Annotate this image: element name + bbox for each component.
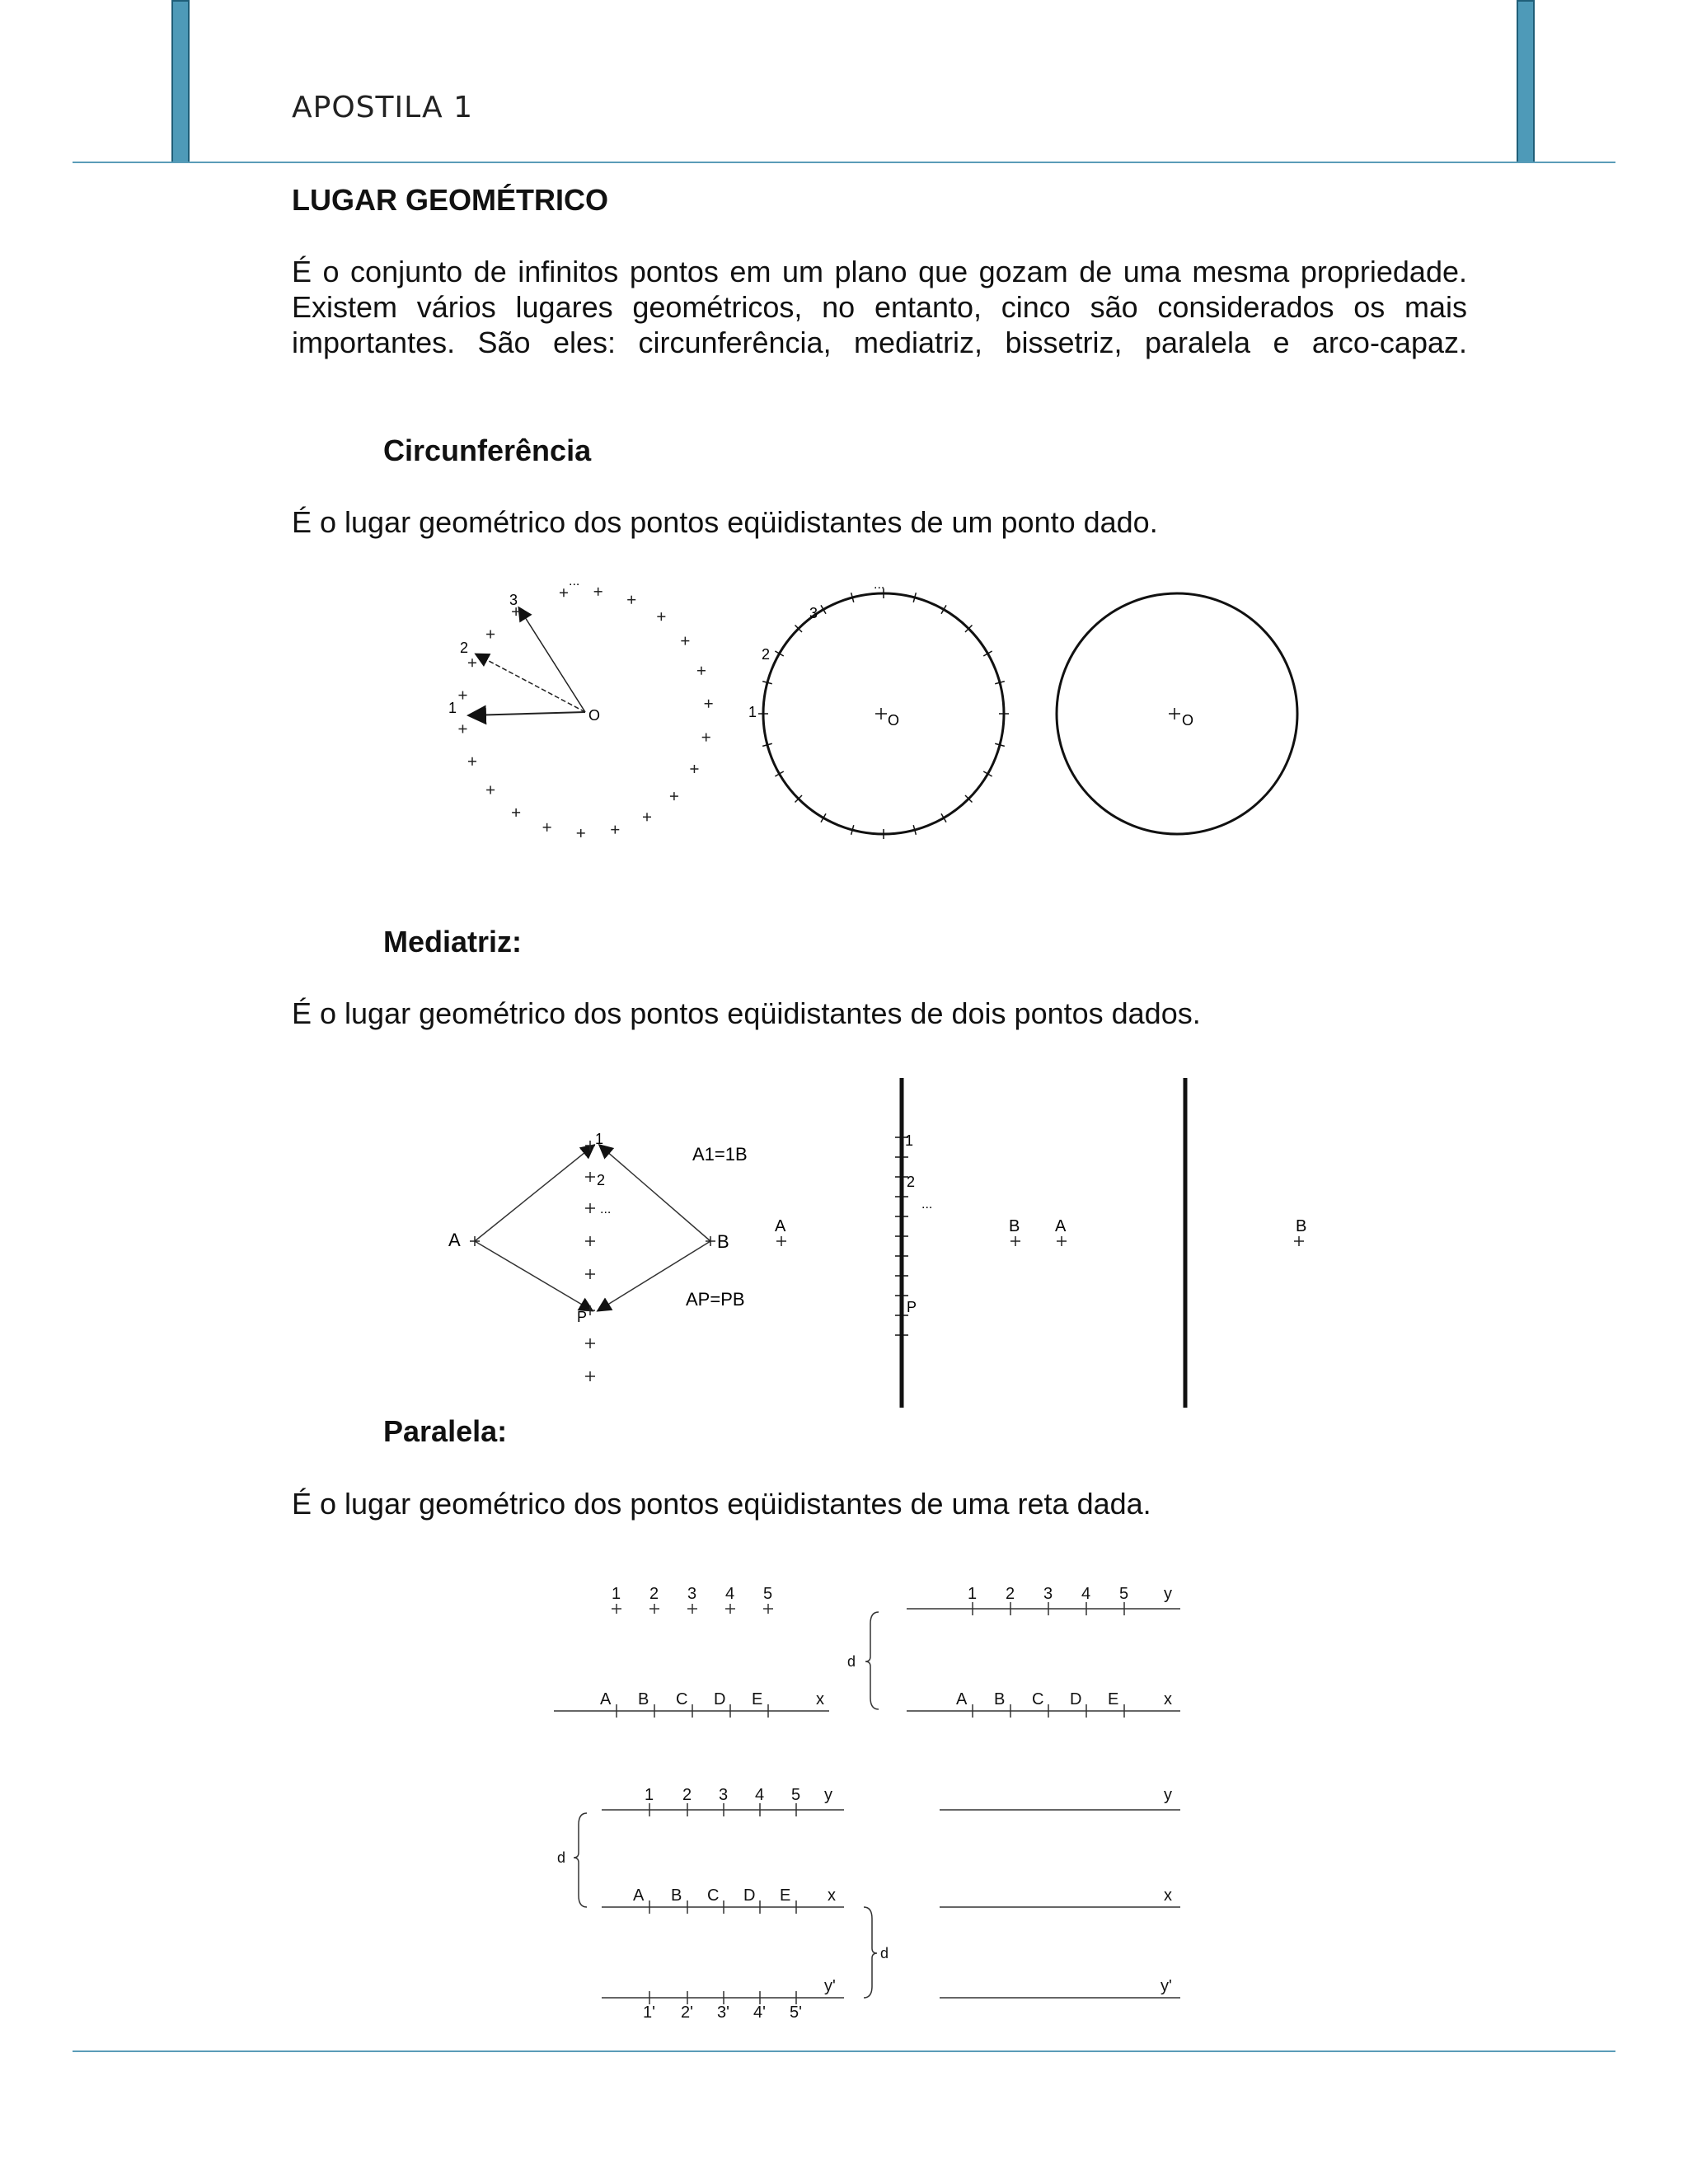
med2-label-1: 1 bbox=[905, 1132, 914, 1149]
paralela-text: É o lugar geométrico dos pontos eqüidistantes de uma reta dada. bbox=[292, 1487, 1151, 1521]
parallel-number: 4 bbox=[1081, 1585, 1091, 1603]
base-letter: A bbox=[633, 1886, 645, 1905]
med-label-2: 2 bbox=[597, 1172, 606, 1188]
label-x: x bbox=[828, 1886, 836, 1905]
med-label-b: B bbox=[717, 1231, 729, 1252]
label-x: x bbox=[816, 1690, 824, 1708]
circle-point bbox=[702, 733, 710, 742]
circle-point bbox=[560, 588, 568, 597]
bisector-point bbox=[585, 1338, 595, 1348]
circle-point bbox=[690, 765, 698, 773]
bisector-point bbox=[585, 1236, 595, 1246]
section-title: LUGAR GEOMÉTRICO bbox=[292, 183, 608, 217]
fig2-label-1: 1 bbox=[748, 704, 757, 720]
fig2-label-2: 2 bbox=[762, 646, 771, 663]
parallel-point bbox=[763, 1604, 773, 1614]
parallel-number: 2 bbox=[1006, 1585, 1015, 1603]
bisector-point bbox=[585, 1269, 595, 1279]
circle-point bbox=[705, 700, 713, 708]
base-letter: B bbox=[638, 1690, 649, 1708]
point-b2 bbox=[1010, 1236, 1020, 1246]
circle-point bbox=[643, 813, 651, 821]
bisector-point bbox=[585, 1172, 595, 1182]
fig1-label-2: 2 bbox=[460, 640, 469, 656]
parallel-point bbox=[649, 1604, 659, 1614]
d-bracket bbox=[865, 1612, 879, 1709]
bisector-point bbox=[585, 1371, 595, 1381]
header-rule bbox=[73, 162, 1615, 163]
label-d: d bbox=[557, 1849, 566, 1866]
circunferencia-figure bbox=[429, 569, 1335, 865]
parallel-number: 5 bbox=[791, 1786, 801, 1804]
fig1-label-1: 1 bbox=[448, 700, 457, 716]
parallel-point bbox=[612, 1604, 621, 1614]
base-letter: B bbox=[994, 1690, 1006, 1708]
med2-label-2: 2 bbox=[907, 1174, 916, 1190]
parallel-number: 4 bbox=[725, 1585, 735, 1603]
label-d: d bbox=[847, 1653, 856, 1670]
base-letter: D bbox=[1070, 1690, 1082, 1708]
fig2-label-o: O bbox=[888, 712, 900, 729]
circle-ticks-figure bbox=[758, 588, 1009, 839]
bisector-point bbox=[585, 1203, 595, 1213]
circle-point bbox=[458, 724, 467, 733]
base-letter: A bbox=[956, 1690, 968, 1708]
header-title: APOSTILA 1 bbox=[292, 91, 473, 124]
intro-paragraph: É o conjunto de infinitos pontos em um plano que gozam de uma mesma propriedade. Existem vários lugares geométricos, no entanto, cinco são considerados os mais importantes. São eles: circunferência, mediatriz, bissetriz, paralela e arco-capaz. bbox=[292, 255, 1467, 359]
parallel-number: 1 bbox=[645, 1786, 654, 1804]
parallel-number: 1 bbox=[612, 1585, 621, 1603]
label-x: x bbox=[1164, 1690, 1172, 1708]
label-y: y bbox=[824, 1786, 832, 1804]
parallel-number: 3 bbox=[1043, 1585, 1053, 1603]
med3-label-b: B bbox=[1296, 1217, 1307, 1235]
circle-plain-figure bbox=[1057, 593, 1297, 834]
base-letter: E bbox=[752, 1690, 763, 1708]
label-y-prime: y' bbox=[824, 1977, 836, 1995]
fig2-label-3: 3 bbox=[809, 605, 818, 621]
prime-number: 1' bbox=[643, 2004, 655, 2022]
circle-point bbox=[611, 826, 619, 834]
footer-rule bbox=[73, 2050, 1615, 2052]
parallel-number: 4 bbox=[755, 1786, 765, 1804]
d-bracket bbox=[864, 1907, 877, 1998]
label-y: y bbox=[1164, 1585, 1172, 1603]
prime-number: 5' bbox=[790, 2004, 802, 2022]
d-bracket bbox=[574, 1813, 587, 1907]
fig1-label-o: O bbox=[588, 707, 601, 724]
parallel-number: 1 bbox=[968, 1585, 978, 1603]
med-label-dots: ... bbox=[600, 1202, 612, 1216]
mediatriz-figure bbox=[429, 1071, 1368, 1418]
mediatriz-heading: Mediatriz: bbox=[383, 925, 523, 958]
prime-number: 3' bbox=[717, 2004, 729, 2022]
circle-point bbox=[512, 808, 520, 817]
circle-point bbox=[657, 612, 665, 621]
circle-point bbox=[458, 691, 467, 700]
fig1-label-3: 3 bbox=[509, 592, 518, 608]
circle-point bbox=[486, 785, 495, 794]
med2-label-dots: ... bbox=[921, 1197, 933, 1212]
paralela-figure bbox=[544, 1566, 1203, 2027]
parallel-point bbox=[687, 1604, 697, 1614]
med2-label-p: P bbox=[907, 1299, 917, 1315]
parallel-number: 5 bbox=[763, 1585, 773, 1603]
circunferencia-heading: Circunferência bbox=[383, 434, 592, 467]
header-left-bar bbox=[171, 0, 190, 163]
base-letter: E bbox=[1108, 1690, 1119, 1708]
med3-label-a: A bbox=[1055, 1217, 1067, 1235]
label-y: y bbox=[1164, 1786, 1172, 1804]
circle-point bbox=[697, 667, 706, 675]
parallel-number: 3 bbox=[719, 1786, 729, 1804]
fig2-label-dots: ... bbox=[874, 578, 885, 592]
base-letter: C bbox=[1032, 1690, 1044, 1708]
circle-points-figure bbox=[458, 588, 712, 837]
parallel-point bbox=[725, 1604, 735, 1614]
circle-point bbox=[468, 658, 476, 667]
prime-number: 4' bbox=[753, 2004, 766, 2022]
point-a3 bbox=[1057, 1236, 1067, 1246]
med-label-eq2: AP=PB bbox=[686, 1289, 745, 1310]
circle-point bbox=[486, 630, 495, 639]
label-y-prime: y' bbox=[1160, 1977, 1172, 1995]
parallel-number: 3 bbox=[687, 1585, 697, 1603]
header-right-bar bbox=[1517, 0, 1535, 163]
circle-point bbox=[627, 596, 635, 604]
paralela-heading: Paralela: bbox=[383, 1414, 508, 1448]
base-letter: E bbox=[780, 1886, 791, 1905]
parallel-number: 2 bbox=[682, 1786, 692, 1804]
fig1-label-dots: ... bbox=[569, 574, 580, 588]
base-letter: D bbox=[743, 1886, 756, 1905]
mediatriz-text: É o lugar geométrico dos pontos eqüidistantes de dois pontos dados. bbox=[292, 996, 1201, 1030]
circle-point bbox=[577, 829, 585, 837]
circle-point bbox=[681, 637, 689, 645]
circle-point bbox=[468, 757, 476, 766]
circle-point bbox=[670, 792, 678, 800]
bisector-point bbox=[585, 1141, 595, 1151]
med-label-a: A bbox=[448, 1230, 461, 1250]
med2-label-b: B bbox=[1009, 1217, 1020, 1235]
label-d: d bbox=[880, 1945, 889, 1961]
prime-number: 2' bbox=[681, 2004, 693, 2022]
med-label-1: 1 bbox=[595, 1131, 604, 1147]
base-letter: D bbox=[714, 1690, 726, 1708]
med-label-p: P bbox=[577, 1309, 588, 1325]
fig3-label-o: O bbox=[1182, 712, 1194, 729]
point-a2 bbox=[776, 1236, 786, 1246]
base-letter: C bbox=[707, 1886, 720, 1905]
point-b3 bbox=[1294, 1236, 1304, 1246]
med-label-eq1: A1=1B bbox=[692, 1144, 748, 1165]
circle-point bbox=[543, 823, 551, 832]
label-x: x bbox=[1164, 1886, 1172, 1905]
med2-label-a: A bbox=[775, 1217, 786, 1235]
base-letter: C bbox=[676, 1690, 688, 1708]
base-letter: B bbox=[671, 1886, 682, 1905]
circle-point bbox=[594, 588, 603, 596]
parallel-number: 2 bbox=[649, 1585, 659, 1603]
parallel-number: 5 bbox=[1119, 1585, 1129, 1603]
base-letter: A bbox=[600, 1690, 612, 1708]
circunferencia-text: É o lugar geométrico dos pontos eqüidistantes de um ponto dado. bbox=[292, 505, 1158, 539]
